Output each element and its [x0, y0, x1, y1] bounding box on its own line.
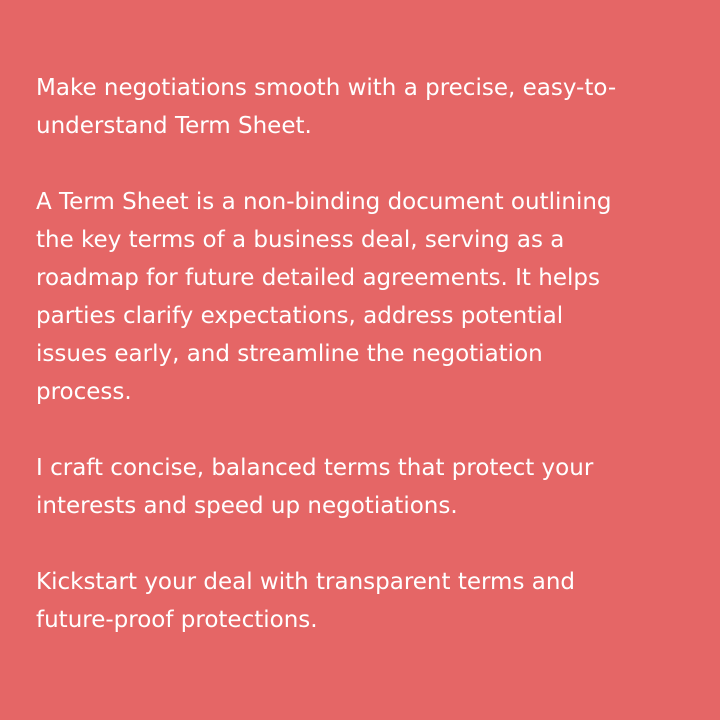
- definition-line-4: parties clarify expectations, address potential: [36, 303, 564, 329]
- definition-line-1: A Term Sheet is a non-binding document outlining: [36, 189, 612, 215]
- service-paragraph: [36, 449, 684, 525]
- paragraph-gap: [36, 525, 684, 563]
- intro-line-2: understand Term Sheet.: [36, 113, 312, 139]
- intro-paragraph: [36, 69, 684, 145]
- definition-line-5: issues early, and streamline the negotiation: [36, 341, 543, 367]
- definition-line-6: process.: [36, 379, 132, 405]
- paragraph-gap: [36, 411, 684, 449]
- definition-paragraph: [36, 183, 684, 411]
- paragraph-gap: [36, 145, 684, 183]
- cta-line-2: future-proof protections.: [36, 607, 318, 633]
- definition-line-3: roadmap for future detailed agreements. It helps: [36, 265, 600, 291]
- cta-line-1: Kickstart your deal with transparent terms and: [36, 569, 576, 595]
- intro-line-1: Make negotiations smooth with a precise, easy-to-: [36, 75, 617, 101]
- cta-paragraph: [36, 563, 684, 639]
- service-line-1: I craft concise, balanced terms that protect your: [36, 455, 594, 481]
- service-line-2: interests and speed up negotiations.: [36, 493, 458, 519]
- definition-line-2: the key terms of a business deal, serving as a: [36, 227, 565, 253]
